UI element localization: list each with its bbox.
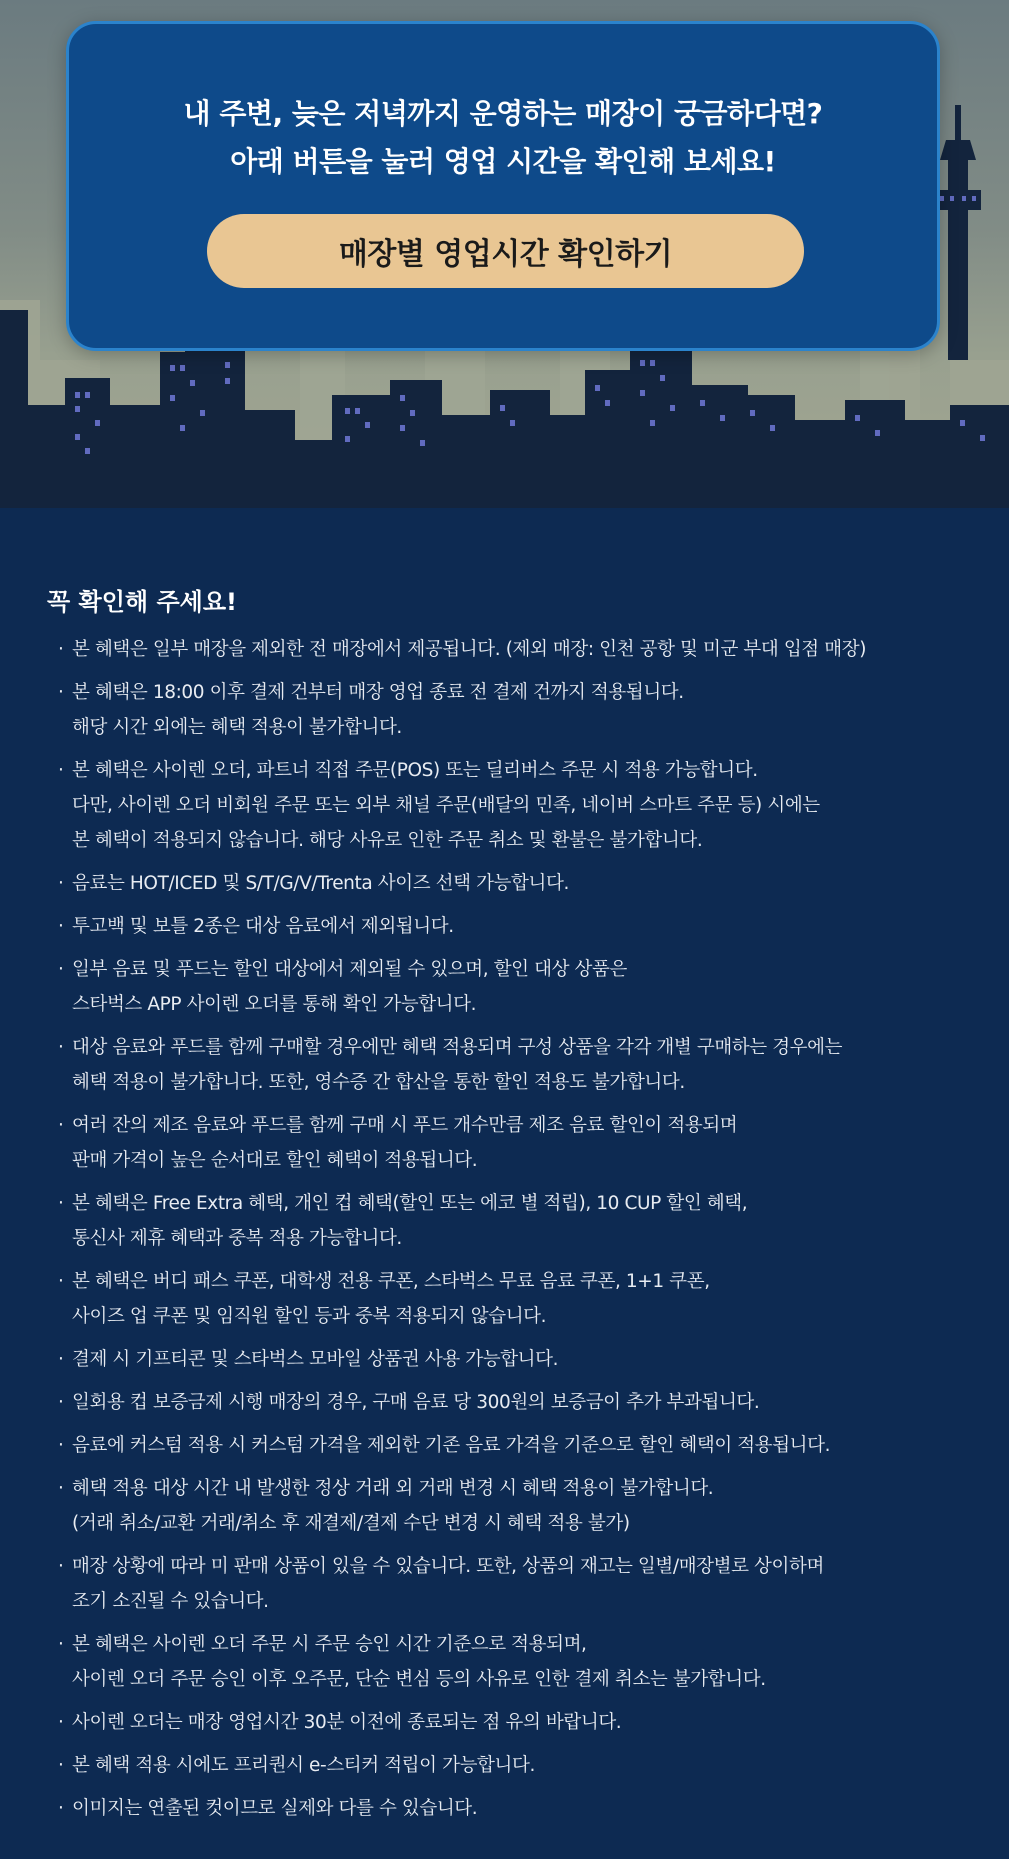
notice-item-line: 본 혜택은 18:00 이후 결제 건부터 매장 영업 종료 전 결제 건까지 적용됩니다.	[72, 682, 684, 703]
bullet-dot: ·	[58, 1349, 64, 1370]
notice-item-line: 대상 음료와 푸드를 함께 구매할 경우에만 혜택 적용되며 구성 상품을 각각 개별 구매하는 경우에는	[72, 1037, 843, 1058]
notice-item-line: 본 혜택이 적용되지 않습니다. 해당 사유로 인한 주문 취소 및 환불은 불가합니다.	[72, 830, 703, 851]
notice-item-line: 다만, 사이렌 오더 비회원 주문 또는 외부 채널 주문(배달의 민족, 네이버 스마트 주문 등) 시에는	[72, 795, 820, 816]
hero-banner	[0, 0, 1009, 508]
bullet-dot: ·	[58, 1271, 64, 1292]
bullet-dot: ·	[58, 1556, 64, 1577]
notice-item	[50, 1030, 995, 1100]
notice-item-line: 본 혜택은 사이렌 오더 주문 시 주문 승인 시간 기준으로 적용되며,	[72, 1634, 587, 1655]
notice-item	[50, 1186, 995, 1256]
cta-message	[69, 90, 937, 186]
notice-item-line: 스타벅스 APP 사이렌 오더를 통해 확인 가능합니다.	[72, 994, 477, 1015]
notice-item-line: 본 혜택은 사이렌 오더, 파트너 직접 주문(POS) 또는 딜리버스 주문 시 적용 가능합니다.	[72, 760, 758, 781]
notice-item	[50, 952, 995, 1022]
notice-item-line: 일회용 컵 보증금제 시행 매장의 경우, 구매 음료 당 300원의 보증금이 추가 부과됩니다.	[72, 1392, 760, 1413]
notice-item	[50, 1342, 995, 1377]
bullet-dot: ·	[58, 916, 64, 937]
notice-item-line: 사이렌 오더 주문 승인 이후 오주문, 단순 변심 등의 사유로 인한 결제 취소는 불가합니다.	[72, 1669, 766, 1690]
bullet-dot: ·	[58, 1478, 64, 1499]
notice-item-line: 여러 잔의 제조 음료와 푸드를 함께 구매 시 푸드 개수만큼 제조 음료 할인이 적용되며	[72, 1115, 738, 1136]
notice-item-line: (거래 취소/교환 거래/취소 후 재결제/결제 수단 변경 시 혜택 적용 불가)	[72, 1513, 630, 1534]
notice-item	[50, 1791, 995, 1826]
bullet-dot: ·	[58, 1435, 64, 1456]
notice-item-line: 혜택 적용 대상 시간 내 발생한 정상 거래 외 거래 변경 시 혜택 적용이 불가합니다.	[72, 1478, 714, 1499]
notice-item-line: 매장 상황에 따라 미 판매 상품이 있을 수 있습니다. 또한, 상품의 재고는 일별/매장별로 상이하며	[72, 1556, 824, 1577]
store-hours-cta-card	[66, 21, 940, 351]
notice-item	[50, 1428, 995, 1463]
bullet-dot: ·	[58, 873, 64, 894]
notice-item	[50, 1705, 995, 1740]
cta-line-2: 아래 버튼을 눌러 영업 시간을 확인해 보세요!	[230, 145, 776, 178]
notice-item-line: 사이즈 업 쿠폰 및 임직원 할인 등과 중복 적용되지 않습니다.	[72, 1306, 547, 1327]
notice-item-line: 일부 음료 및 푸드는 할인 대상에서 제외될 수 있으며, 할인 대상 상품은	[72, 959, 627, 980]
notice-item	[50, 675, 995, 745]
check-store-hours-button[interactable]: 매장별 영업시간 확인하기	[207, 214, 804, 288]
notice-item-line: 본 혜택은 버디 패스 쿠폰, 대학생 전용 쿠폰, 스타벅스 무료 음료 쿠폰, 1+1 쿠폰,	[72, 1271, 710, 1292]
notice-item	[50, 1627, 995, 1697]
notice-item-line: 본 혜택 적용 시에도 프리퀀시 e-스티커 적립이 가능합니다.	[72, 1755, 535, 1776]
cta-line-1: 내 주변, 늦은 저녁까지 운영하는 매장이 궁금하다면?	[183, 97, 823, 130]
notice-item-line: 해당 시간 외에는 혜택 적용이 불가합니다.	[72, 717, 402, 738]
notice-item-line: 음료에 커스텀 적용 시 커스텀 가격을 제외한 기존 음료 가격을 기준으로 할인 혜택이 적용됩니다.	[72, 1435, 831, 1456]
notice-item	[50, 1264, 995, 1334]
bullet-dot: ·	[58, 1037, 64, 1058]
notice-item-line: 본 혜택은 Free Extra 혜택, 개인 컵 혜택(할인 또는 에코 별 적립), 10 CUP 할인 혜택,	[72, 1193, 748, 1214]
bullet-dot: ·	[58, 1392, 64, 1413]
notice-list	[50, 632, 995, 1834]
notice-title: 꼭 확인해 주세요!	[47, 588, 237, 616]
notice-item	[50, 1471, 995, 1541]
notice-item	[50, 632, 995, 667]
bullet-dot: ·	[58, 1798, 64, 1819]
notice-item	[50, 866, 995, 901]
bullet-dot: ·	[58, 1755, 64, 1776]
notice-item-line: 판매 가격이 높은 순서대로 할인 혜택이 적용됩니다.	[72, 1150, 478, 1171]
bullet-dot: ·	[58, 1712, 64, 1733]
notice-item-line: 조기 소진될 수 있습니다.	[72, 1591, 269, 1612]
bullet-dot: ·	[58, 959, 64, 980]
notice-item-line: 본 혜택은 일부 매장을 제외한 전 매장에서 제공됩니다. (제외 매장: 인천 공항 및 미군 부대 입점 매장)	[72, 639, 867, 660]
notice-item	[50, 909, 995, 944]
notice-item	[50, 1748, 995, 1783]
notice-item	[50, 1549, 995, 1619]
notice-item-line: 통신사 제휴 혜택과 중복 적용 가능합니다.	[72, 1228, 402, 1249]
notice-item	[50, 1385, 995, 1420]
notice-item	[50, 1108, 995, 1178]
notice-item-line: 결제 시 기프티콘 및 스타벅스 모바일 상품권 사용 가능합니다.	[72, 1349, 559, 1370]
bullet-dot: ·	[58, 760, 64, 781]
notice-item-line: 음료는 HOT/ICED 및 S/T/G/V/Trenta 사이즈 선택 가능합니다.	[72, 873, 569, 894]
notice-item	[50, 753, 995, 858]
bullet-dot: ·	[58, 1193, 64, 1214]
bullet-dot: ·	[58, 639, 64, 660]
notice-item-line: 투고백 및 보틀 2종은 대상 음료에서 제외됩니다.	[72, 916, 454, 937]
notice-section	[0, 508, 1009, 1859]
notice-item-line: 사이렌 오더는 매장 영업시간 30분 이전에 종료되는 점 유의 바랍니다.	[72, 1712, 622, 1733]
notice-item-line: 혜택 적용이 불가합니다. 또한, 영수증 간 합산을 통한 할인 적용도 불가합니다.	[72, 1072, 685, 1093]
bullet-dot: ·	[58, 1115, 64, 1136]
bullet-dot: ·	[58, 682, 64, 703]
bullet-dot: ·	[58, 1634, 64, 1655]
notice-item-line: 이미지는 연출된 컷이므로 실제와 다를 수 있습니다.	[72, 1798, 478, 1819]
